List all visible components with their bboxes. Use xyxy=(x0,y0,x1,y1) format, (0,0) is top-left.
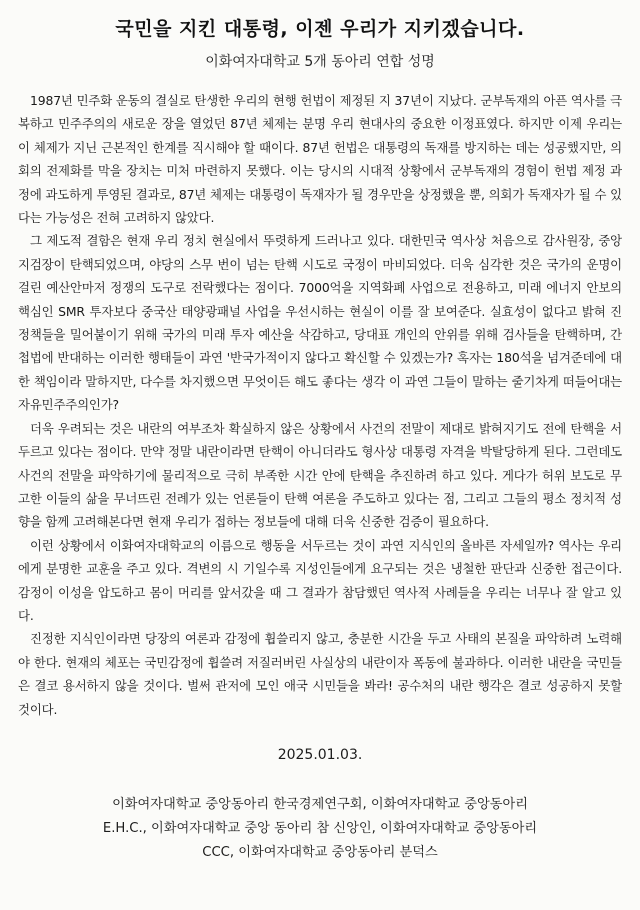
paragraph-5: 진정한 지식인이라면 당장의 여론과 감정에 휩쓸리지 않고, 충분한 시간을 두고 사태의 본질을 파악하려 노력해야 한다. 현재의 체포는 국민감정에 휩쓸려 저질러버린 사실상의 내란이자 폭동에 불과하다. 이러한 내란을 국민들은 결코 용서하지 않을 것이다. 벌써 관저에 모인 애국 시민들을 봐라! 공수처의 내란 행각은 결코 성공하지 못할 것이다. xyxy=(18,631,622,717)
signatory-line-2: E.H.C., 이화여자대학교 중앙 동아리 참 신앙인, 이화여자대학교 중앙동아리 xyxy=(102,820,538,836)
signatory-line-1: 이화여자대학교 중앙동아리 한국경제연구회, 이화여자대학교 중앙동아리 xyxy=(112,796,528,812)
statement-title: 국민을 지킨 대통령, 이젠 우리가 지키겠습니다. xyxy=(115,18,525,40)
paragraph-3: 더욱 우려되는 것은 내란의 여부조차 확실하지 않은 상황에서 사건의 전말이 제대로 밝혀지기도 전에 탄핵을 서두르고 있다는 점이다. 만약 정말 내란이라면 탄핵이 아니더라도 형사상 대통령 자격을 박탈당하게 된다. 그런데도 사건의 전말을 파악하기에 물리적으로 극히 부족한 시간 안에 탄핵을 추진하려 하고 있다. 게다가 허위 보도로 무고한 이들의 삶을 무너뜨린 전례가 있는 언론들이 탄핵 여론을 주도하고 있다는 점, 그리고 그들의 평소 정치적 성향을 함께 고려해본다면 현재 우리가 접하는 정보들에 대해 더욱 신중한 검증이 필요하다. xyxy=(18,420,622,530)
signatories-block xyxy=(18,793,622,865)
paragraph-2: 그 제도적 결함은 현재 우리 정치 현실에서 뚜렷하게 드러나고 있다. 대한민국 역사상 처음으로 감사원장, 중앙지검장이 탄핵되었으며, 야당의 스무 번이 넘는 탄핵 시도로 국정이 마비되었다. 더욱 심각한 것은 국가의 운명이 걸린 예산안마저 정쟁의 도구로 전락했다는 점이다. 7000억을 지역화폐 사업으로 전용하고, 미래 에너지 안보의 핵심인 SMR 투자보다 중국산 태양광패널 사업을 우선시하는 현실이 이를 잘 보여준다. 실효성이 없다고 밝혀 진 정책들을 밀어붙이기 위해 국가의 미래 투자 예산을 삭감하고, 당대표 개인의 안위를 위해 검사들을 탄핵하며, 간첩법에 반대하는 이러한 행태들이 과연 '반국가적이지 않다고 확신할 수 있겠는가? 혹자는 180석을 넘겨준데에 대한 책임이라 말하지만, 다수를 차지했으면 무엇이든 해도 좋다는 생각 이 과연 그들이 말하는 줄기차게 떠들어대는 자유민주주의인가? xyxy=(18,233,622,413)
paragraph-1: 1987년 민주화 운동의 결실로 탄생한 우리의 현행 헌법이 제정된 지 37년이 지났다. 군부독재의 아픈 역사를 극복하고 민주주의의 새로운 장을 열었던 87년 체제는 분명 우리 현대사의 중요한 이정표였다. 하지만 이제 우리는 이 체제가 지닌 근본적인 한계를 직시해야 할 때이다. 87년 헌법은 대통령의 독재를 방지하는 데는 성공했지만, 의회의 전제화를 막을 장치는 미처 마련하지 못했다. 이는 당시의 시대적 상황에서 군부독재의 경험이 헌법 제정 과정에 과도하게 투영된 결과로, 87년 체제는 대통령이 독재자가 될 경우만을 상정했을 뿐, 의회가 독재자가 될 수 있다는 가능성은 전혀 고려하지 않았다. xyxy=(18,93,622,226)
signatory-line-3: CCC, 이화여자대학교 중앙동아리 분덕스 xyxy=(202,844,438,860)
statement-date: 2025.01.03. xyxy=(277,746,363,763)
statement-subtitle: 이화여자대학교 5개 동아리 연합 성명 xyxy=(205,54,435,70)
statement-body xyxy=(18,89,622,721)
paragraph-4: 이런 상황에서 이화여자대학교의 이름으로 행동을 서두르는 것이 과연 지식인의 올바른 자세일까? 역사는 우리에게 분명한 교훈을 주고 있다. 격변의 시 기일수록 지성인들에게 요구되는 것은 냉철한 판단과 신중한 접근이다. 감정이 이성을 압도하고 몸이 머리를 앞서갔을 때 그 결과가 참담했던 역사적 사례들을 우리는 너무나 잘 알고 있다. xyxy=(18,537,622,623)
